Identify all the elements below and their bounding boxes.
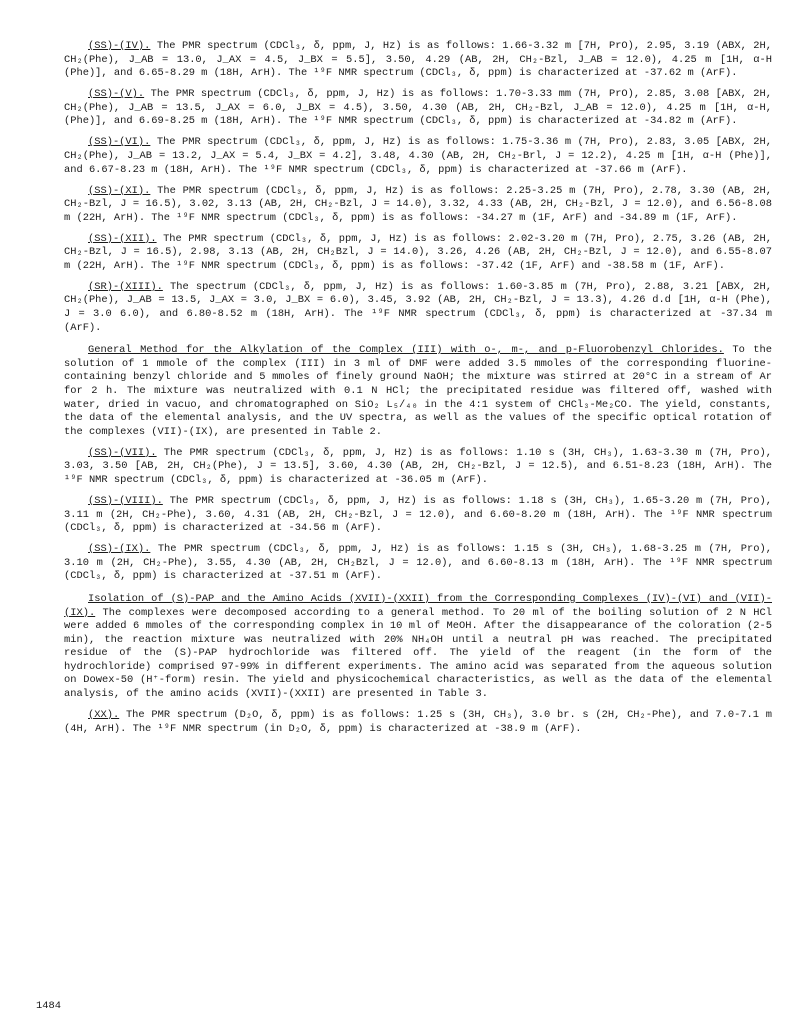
section-heading: Isolation of (S)-PAP and the Amino Acids (XVII)-(XXII) from the Corresponding Complexes (IV)-(VI) and (VII)-(IX). <box>64 592 772 619</box>
compound-label: (SS)-(IX). <box>88 543 151 556</box>
paragraph-text: To the solution of 1 mmole of the complex (III) in 3 ml of DMF were added 3.5 mmoles of the corresponding fluorine-containing benzyl chloride and 5 mmoles of finely ground NaOH; the mixture was stirred at 20°C in a stream of Ar for 2 h. The mixture was neutralized with 0.1 N HCl; the precipitated residue was filtered off, washed with water, dried in vacuo, and chromatographed on SiO₂ L₅/₄₀ in the 4:1 system of CHCl₃-Me₂CO. The yield, constants, the data of the elemental analysis, and the UV spectra, as well as the values of the specific optical rotation of the complexes (VII)-(IX), are presented in Table 2. <box>64 344 772 438</box>
compound-label: (SS)-(IV). <box>88 40 151 52</box>
paragraph-text: The PMR spectrum (CDCl₃, δ, ppm, J, Hz) is as follows: 1.18 s (3H, CH₃), 1.65-3.20 m (7H, Pro), 3.11 m (2H, CH₂-Phe), 3.60, 4.31 (AB, 2H, CH₂-Bzl, J = 12.0), and 6.60-8.20 m (18H, ArH). The ¹⁹F NMR spectrum (CDCl₃, δ, ppm) is characterized at -34.56 m (ArF). <box>64 494 772 535</box>
paragraph-isolation-method <box>64 593 772 702</box>
paragraph-ss-iv <box>64 40 772 81</box>
paragraph-text: The spectrum (CDCl₃, δ, ppm, J, Hz) is as follows: 1.60-3.85 m (7H, Pro), 2.88, 3.21 [ABX, 2H, CH₂(Phe), J_AB = 13.5, J_AX = 3.0, J_BX = 6.0), 3.45, 3.92 (AB, 2H, CH₂-Bzl, J = 13.3), 4.26 d.d [1H, α-H (Phe), J = 3.0 6.0), and 6.80-8.52 m (18H, ArH). The ¹⁹F NMR spectrum (CDCl₃, δ, ppm) is characterized at -37.34 m (ArF). <box>64 280 772 334</box>
compound-label: (XX). <box>88 709 120 722</box>
compound-label: (SS)-(VIII). <box>88 494 163 507</box>
compound-label: (SS)-(XI). <box>88 184 151 197</box>
paragraph-text: The PMR spectrum (CDCl₃, δ, ppm, J, Hz) is as follows: 1.15 s (3H, CH₃), 1.68-3.25 m (7H, Pro), 3.10 m (2H, CH₂-Phe), 3.55, 4.30 (AB, 2H, CH₂Bzl, J = 12.0), and 6.60-8.13 m (18H, ArH). The ¹⁹F NMR spectrum (CDCl₃, δ, ppm) is characterized at -37.51 m (ArF). <box>64 543 772 583</box>
paragraph-ss-v <box>64 88 772 129</box>
paragraph-ss-viii <box>64 495 772 536</box>
compound-label: (SR)-(XIII). <box>88 280 163 293</box>
text-column <box>64 40 772 744</box>
paragraph-text: The PMR spectrum (CDCl₃, δ, ppm, J, Hz) is as follows: 2.25-3.25 m (7H, Pro), 2.78, 3.30 (AB, 2H, CH₂-Bzl, J = 16.5), 3.02, 3.13 (AB, 2H, CH₂-Bzl, J = 14.0), 3.32, 4.33 (AB, 2H, CH₂-Bzl, J = 12.0), and 6.56-8.08 m (22H, ArH). The ¹⁹F NMR spectrum (CDCl₃, δ, ppm) is as follows: -34.27 m (1F, ArF) and -34.89 m (1F, ArF). <box>64 184 772 224</box>
paragraph-text: The PMR spectrum (CDCl₃, δ, ppm, J, Hz) is as follows: 1.10 s (3H, CH₃), 1.63-3.30 m (7H, Pro), 3.03, 3.50 [AB, 2H, CH₂(Phe), J = 13.5], 3.60, 4.30 (AB, 2H, CH₂-Bzl, J = 12.5), and 6.51-8.23 (18H, ArH). The ¹⁹F NMR spectrum (CDCl₃, δ, ppm) is characterized at -36.05 m (ArF). <box>64 446 772 486</box>
compound-label: (SS)-(XII). <box>88 232 157 245</box>
compound-label: (SS)-(VI). <box>88 136 151 149</box>
paragraph-text: The PMR spectrum (D₂O, δ, ppm) is as follows: 1.25 s (3H, CH₃), 3.0 br. s (2H, CH₂-Phe), and 7.0-7.1 m (4H, ArH). The ¹⁹F NMR spectrum (in D₂O, δ, ppm) is characterized at -38.9 m (ArF). <box>64 709 772 735</box>
paragraph-ss-ix <box>64 543 772 584</box>
paragraph-ss-xii <box>64 233 772 274</box>
compound-label: (SS)-(V). <box>88 88 145 101</box>
paragraph-text: The PMR spectrum (CDCl₃, δ, ppm, J, Hz) is as follows: 1.75-3.36 m (7H, Pro), 2.83, 3.05 [ABX, 2H, CH₂(Phe), J_AB = 13.2, J_AX = 5.4, J_BX = 4.2], 3.48, 4.30 (AB, 2H, CH₂-Brl, J = 12.2), 4.25 m [1H, α-H (Phe)], and 6.67-8.23 m (18H, ArH). The ¹⁹F NMR spectrum (CDCl₃, δ, ppm) is characterized at -37.66 m (ArF). <box>64 136 772 176</box>
paragraph-ss-xi <box>64 185 772 226</box>
paragraph-alkylation-method <box>64 344 772 439</box>
paragraph-text: The PMR spectrum (CDCl₃, δ, ppm, J, Hz) is as follows: 1.66-3.32 m [7H, PrO), 2.95, 3.19 (ABX, 2H, CH₂(Phe), J_AB = 13.0, J_AX = 4.5, J_BX = 5.5], 3.50, 4.29 (AB, 2H, CH₂-Bzl, J_AB = 12.0), 4.25 m [1H, α-H (Phe)], and 6.65-8.29 m (18H, ArH). The ¹⁹F NMR spectrum (CDCl₃, δ, ppm) is characterized at -37.62 m (ArF). <box>64 40 772 80</box>
paragraph-text: The PMR spectrum (CDCl₃, δ, ppm, J, Hz) is as follows: 1.70-3.33 mm (7H, PrO), 2.85, 3.08 [ABX, 2H, CH₂(Phe), J_AB = 13.5, J_AX = 6.0, J_BX = 4.5), 3.50, 4.30 (AB, 2H, CH₂-Bzl, J_AB = 12.0), 4.25 m [1H, α-H, (Phe)], and 6.69-8.25 m (18H, ArH). The ¹⁹F NMR spectrum (CDCl₃, δ, ppm) is characterized at -34.82 m (ArF). <box>64 88 772 128</box>
paragraph-ss-vi <box>64 136 772 177</box>
compound-label: (SS)-(VII). <box>88 446 157 459</box>
paragraph-ss-vii <box>64 447 772 488</box>
paragraph-text: The complexes were decomposed according to a general method. To 20 ml of the boiling solution of 2 N HCl were added 6 mmoles of the corresponding complex in 10 ml of MeOH. After the disappearance of the coloration (2-5 min), the reaction mixture was neutralized with 20% NH₄OH until a neutral pH was reached. The precipitated residue of the (S)-PAP hydrochloride was filtered off. The yield of the reagent (in the form of the hydrochloride) comprised 97-99% in different experiments. The amino acid was separated from the aqueous solution on Dowex-50 (H⁺-form) resin. The yield and physicochemical characteristics, as well as the data of the elemental analysis, of the amino acids (XVII)-(XXII) are presented in Table 3. <box>64 606 772 701</box>
section-heading: General Method for the Alkylation of the Complex (III) with o-, m-, and p-Fluorobenzyl Chlorides. <box>88 344 724 357</box>
paragraph-xx <box>64 709 772 736</box>
paragraph-sr-xiii <box>64 281 772 335</box>
page-number: 1484 <box>36 1000 61 1012</box>
paragraph-text: The PMR spectrum (CDCl₃, δ, ppm, J, Hz) is as follows: 2.02-3.20 m (7H, Pro), 2.75, 3.26 (AB, 2H, CH₂-Bzl, J = 16.5), 2.98, 3.13 (AB, 2H, CH₂Bzl, J = 14.0), 3.26, 4.26 (AB, 2H, CH₂-Bzl, J = 12.0), and 6.55-8.07 m (22H, ArH). The ¹⁹F NMR spectrum (CDCl₃, δ, ppm) is as follows: -37.42 (1F, ArF) and -38.58 m (1F, ArF). <box>64 232 772 272</box>
